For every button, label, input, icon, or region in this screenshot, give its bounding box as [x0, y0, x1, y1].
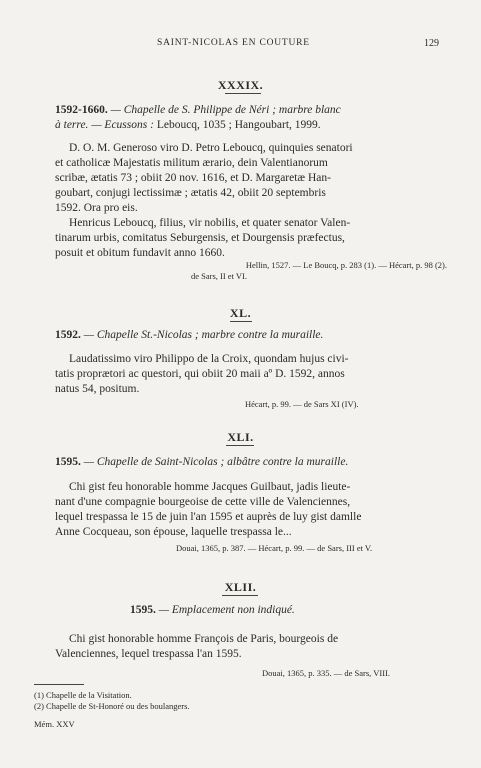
running-title: SAINT-NICOLAS EN COUTURE: [157, 38, 310, 48]
section-heading-xlii: XLII.: [224, 580, 257, 594]
source-references-xxxix: [55, 260, 447, 282]
page-number: 129: [424, 38, 439, 49]
entry-location: — Chapelle St.-Nicolas ; marbre contre la muraille.: [83, 329, 324, 341]
inscription-xl: [55, 352, 447, 397]
section-underline: [225, 93, 261, 94]
text-line: D. O. M. Generoso viro D. Petro Leboucq, quinquies senatori: [69, 142, 353, 154]
entry-heading-line: [55, 118, 445, 133]
text-line: goubart, conjugi lectissimæ ; ætatis 42, obiit 20 septembris: [55, 187, 326, 199]
text-line: Laudatissimo viro Philippo de la Croix, quondam hujus civi-: [69, 353, 349, 365]
entry-location: — Chapelle de S. Philippe de Néri ; marbre blanc: [110, 104, 341, 116]
text-line: tinarum urbis, comitatus Seburgensis, et Dourgensis præfectus,: [55, 232, 345, 244]
footnote-separator: [34, 684, 84, 685]
text-line: Chi gist honorable homme François de Paris, bourgeois de: [69, 633, 339, 645]
entry-date: 1595.: [130, 604, 156, 616]
source-references-xli: [176, 543, 372, 554]
entry-date: 1592-1660.: [55, 104, 108, 116]
entry-heading-line: [55, 103, 445, 118]
source-references-xlii: [262, 668, 390, 679]
text-line: natus 54, positum.: [55, 383, 140, 395]
text-line: Valenciennes, lequel trespassa l'an 1595.: [55, 648, 242, 660]
text-line: nant d'une compagnie bourgeoise de cette ville de Valenciennes,: [55, 496, 351, 508]
text-line: scribæ, ætatis 73 ; obiit 20 nov. 1616, et D. Margaretæ Han-: [55, 172, 331, 184]
entry-heading-xlii: [130, 603, 450, 618]
reference-line: Douai, 1365, p. 335. — de Sars, VIII.: [262, 668, 391, 678]
reference-line: Hellin, 1527. — Le Boucq, p. 283 (1). — Hécart, p. 98 (2).: [245, 260, 447, 270]
entry-location-cont: à terre.: [55, 119, 89, 131]
text-line: Henricus Leboucq, filius, vir nobilis, et quater senator Valen-: [69, 217, 351, 229]
entry-location: — Chapelle de Saint-Nicolas ; albâtre contre la muraille.: [83, 456, 349, 468]
reference-line: de Sars, II et VI.: [190, 271, 247, 281]
entry-heading-xl: [55, 328, 447, 343]
inscription-paragraph: [55, 216, 447, 261]
signature-mark: Mém. XXV: [34, 719, 75, 729]
entry-shields: Leboucq, 1035 ; Hangoubart, 1999.: [156, 119, 321, 131]
inscription-paragraph: [55, 141, 447, 216]
footnote-2: (2) Chapelle de St-Honoré ou des boulangers.: [34, 701, 190, 711]
inscription-xxxix: [55, 141, 447, 261]
section-underline: [226, 445, 254, 446]
text-line: 1592. Ora pro eis.: [55, 202, 138, 214]
section-underline: [230, 321, 252, 322]
text-line: posuit et obitum fundavit anno 1660.: [55, 247, 225, 259]
footnote-1: (1) Chapelle de la Visitation.: [34, 690, 132, 700]
entry-date: 1595.: [55, 456, 81, 468]
section-heading-xl: XL.: [229, 306, 252, 320]
text-line: Anne Cocqueau, son épouse, laquelle trespassa le...: [55, 526, 292, 538]
inscription-xli: [55, 480, 447, 540]
entry-shields-label: — Ecussons :: [91, 119, 154, 131]
running-header: [0, 38, 481, 52]
reference-line: Douai, 1365, p. 387. — Hécart, p. 99. — de Sars, III et V.: [176, 543, 373, 553]
text-line: lequel trespassa le 15 de juin l'an 1595 et auprès de luy gist damlle: [55, 511, 362, 523]
entry-location: — Emplacement non indiqué.: [158, 604, 295, 616]
text-line: tatis proprætori ac questori, qui obiit 20 maii aº D. 1592, annos: [55, 368, 345, 380]
source-references-xl: [245, 399, 359, 410]
inscription-xlii: [55, 632, 447, 662]
text-line: Chi gist feu honorable homme Jacques Guilbaut, jadis lieute-: [69, 481, 351, 493]
section-heading-xli: XLI.: [227, 430, 254, 444]
entry-date: 1592.: [55, 329, 81, 341]
entry-heading-xli: [55, 455, 447, 470]
section-heading-xxxix: XXXIX.: [217, 78, 264, 92]
reference-line: Hécart, p. 99. — de Sars XI (IV).: [245, 399, 359, 409]
entry-heading-xxxix: [55, 103, 445, 133]
text-line: et catholicæ Majestatis militum ærario, dein Valentianorum: [55, 157, 328, 169]
footnotes: [34, 690, 454, 712]
section-underline: [222, 595, 258, 596]
